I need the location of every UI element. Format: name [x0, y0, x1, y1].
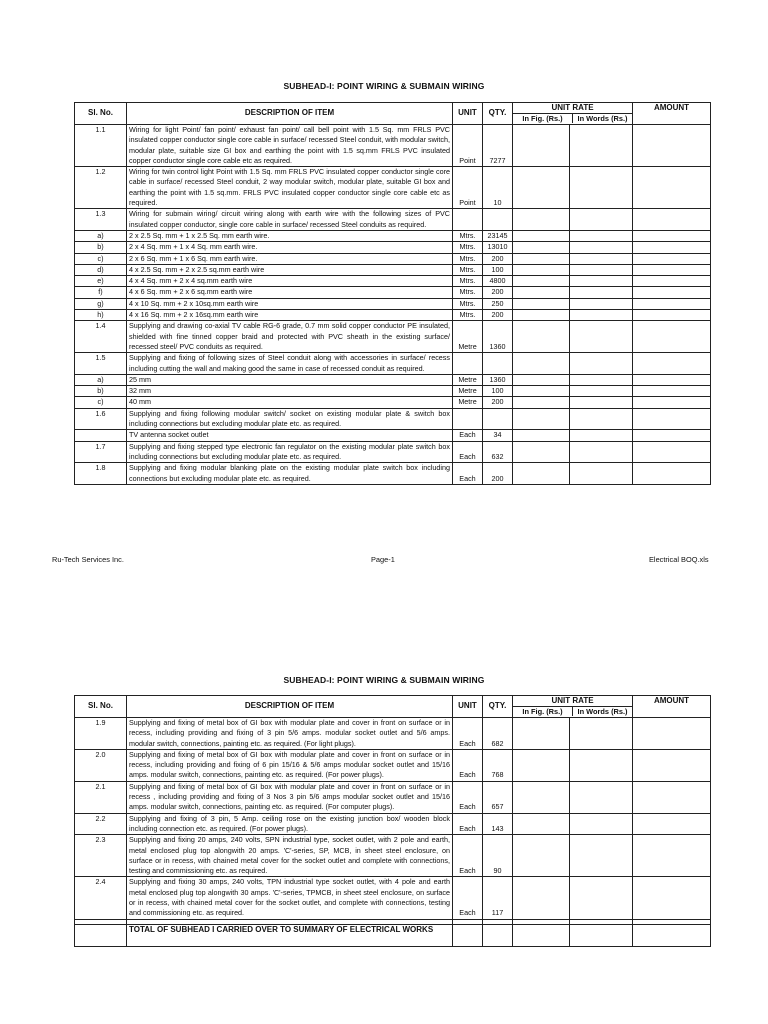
qty-cell: [483, 408, 513, 430]
rate-fig-cell: [513, 264, 570, 275]
qty-cell: 34: [483, 430, 513, 441]
rate-words-cell: [570, 408, 633, 430]
amount-cell: [633, 310, 711, 321]
amount-cell: [633, 353, 711, 375]
rate-words-cell: [570, 287, 633, 298]
unit-cell: Mtrs.: [453, 287, 483, 298]
rate-words-cell: [570, 718, 633, 750]
amount-cell: [633, 253, 711, 264]
unit-cell: Mtrs.: [453, 298, 483, 309]
rate-words-cell: [570, 430, 633, 441]
sl-cell: 1.1: [75, 125, 127, 167]
amount-cell: [633, 397, 711, 408]
rate-words-cell: [570, 397, 633, 408]
amount-cell: [633, 877, 711, 919]
amount-cell: [633, 230, 711, 241]
description-cell: Supplying and fixing 30 amps, 240 volts, TPN industrial type socket outlet, with 4 pole and earth metal enclosed plug top alongwith 30 amps. 'C'-series, TPMCB, in sheet steel enclosure, on surface or in recess, with chained metal cover for the socket outlet, and complete with connections, testing and commissioning etc. as required.: [127, 877, 453, 919]
unit-cell: Each: [453, 441, 483, 463]
unit-cell: Point: [453, 125, 483, 167]
rate-words-cell: [570, 781, 633, 813]
rate-words-cell: [570, 441, 633, 463]
sl-cell: 2.2: [75, 813, 127, 835]
qty-cell: 4800: [483, 276, 513, 287]
unit-cell: Each: [453, 877, 483, 919]
amount-cell: [633, 264, 711, 275]
description-cell: 4 x 2.5 Sq. mm + 2 x 2.5 sq.mm earth wire: [127, 264, 453, 275]
qty-cell: 200: [483, 397, 513, 408]
rate-fig-cell: [513, 781, 570, 813]
table-row: [75, 125, 711, 167]
table-row: [75, 749, 711, 781]
header-unit-rate: [513, 103, 633, 125]
table-row: [75, 718, 711, 750]
sl-cell: 1.6: [75, 408, 127, 430]
table-row: [75, 877, 711, 919]
header-in-words: In Words (Rs.): [577, 114, 628, 123]
unit-cell: Each: [453, 463, 483, 485]
qty-cell: 1360: [483, 374, 513, 385]
unit-cell: Mtrs.: [453, 242, 483, 253]
unit-cell: Each: [453, 718, 483, 750]
rate-fig-cell: [513, 408, 570, 430]
rate-words-cell: [570, 835, 633, 877]
rate-fig-cell: [513, 353, 570, 375]
description-cell: 40 mm: [127, 397, 453, 408]
page2-subhead-title: SUBHEAD-I: POINT WIRING & SUBMAIN WIRING: [283, 675, 485, 685]
rate-words-cell: [570, 310, 633, 321]
header-sl-no: Sl. No.: [75, 696, 127, 718]
sl-cell: d): [75, 264, 127, 275]
qty-cell: 250: [483, 298, 513, 309]
description-cell: 4 x 6 Sq. mm + 2 x 6 sq.mm earth wire: [127, 287, 453, 298]
qty-cell: 200: [483, 287, 513, 298]
sl-cell: 2.0: [75, 749, 127, 781]
qty-cell: [483, 209, 513, 231]
total-cell: [75, 924, 127, 946]
table-row: [75, 397, 711, 408]
rate-fig-cell: [513, 125, 570, 167]
qty-cell: 632: [483, 441, 513, 463]
header-qty: QTY.: [483, 696, 513, 718]
sl-cell: 2.1: [75, 781, 127, 813]
amount-cell: [633, 441, 711, 463]
table-row: [75, 321, 711, 353]
rate-fig-cell: [513, 310, 570, 321]
rate-fig-cell: [513, 835, 570, 877]
table-row: [75, 386, 711, 397]
qty-cell: 200: [483, 253, 513, 264]
unit-cell: Mtrs.: [453, 230, 483, 241]
sl-cell: f): [75, 287, 127, 298]
sl-cell: 1.3: [75, 209, 127, 231]
sl-cell: c): [75, 397, 127, 408]
qty-cell: 23145: [483, 230, 513, 241]
header-in-fig: In Fig. (Rs.): [513, 114, 573, 123]
table-row: [75, 310, 711, 321]
rate-fig-cell: [513, 430, 570, 441]
amount-cell: [633, 749, 711, 781]
rate-fig-cell: [513, 167, 570, 209]
table-row: [75, 441, 711, 463]
rate-words-cell: [570, 125, 633, 167]
rate-words-cell: [570, 253, 633, 264]
rate-words-cell: [570, 264, 633, 275]
amount-cell: [633, 386, 711, 397]
amount-cell: [633, 430, 711, 441]
sl-cell: 2.3: [75, 835, 127, 877]
amount-cell: [633, 298, 711, 309]
table-row: [75, 430, 711, 441]
table-row: [75, 287, 711, 298]
amount-cell: [633, 781, 711, 813]
sl-cell: 1.5: [75, 353, 127, 375]
table-row: [75, 353, 711, 375]
unit-cell: Each: [453, 430, 483, 441]
sl-cell: c): [75, 253, 127, 264]
rate-words-cell: [570, 321, 633, 353]
unit-cell: Each: [453, 813, 483, 835]
rate-fig-cell: [513, 209, 570, 231]
page1-subhead-title: SUBHEAD-I: POINT WIRING & SUBMAIN WIRING: [283, 81, 485, 91]
description-cell: Wiring for submain wiring/ circuit wiring along with earth wire with the following sizes of PVC insulated copper conductor, single core cable in surface/ recessed Steel conduits as required.: [127, 209, 453, 231]
amount-cell: [633, 813, 711, 835]
total-cell: [513, 924, 570, 946]
description-cell: Supplying and fixing modular blanking plate on the existing modular plate switch box including connections but excluding modular plate etc. as required.: [127, 463, 453, 485]
description-cell: Supplying and fixing of metal box of GI box with modular plate and cover in front on surface or in recess, including providing and fixing of 3 pin 5/6 amps. modular socket outlet and 5/6 amps. modular switch, connections, painting etc. as required. (For light plugs).: [127, 718, 453, 750]
qty-cell: 1360: [483, 321, 513, 353]
rate-words-cell: [570, 167, 633, 209]
description-cell: Supplying and fixing of 3 pin, 5 Amp. ceiling rose on the existing junction box/ wooden block including connection etc. as required. (For power plugs).: [127, 813, 453, 835]
sl-cell: h): [75, 310, 127, 321]
unit-cell: Each: [453, 749, 483, 781]
amount-cell: [633, 125, 711, 167]
rate-fig-cell: [513, 287, 570, 298]
unit-cell: Metre: [453, 321, 483, 353]
sl-cell: a): [75, 230, 127, 241]
total-cell: [453, 924, 483, 946]
rate-words-cell: [570, 813, 633, 835]
rate-fig-cell: [513, 441, 570, 463]
description-cell: 4 x 16 Sq. mm + 2 x 16sq.mm earth wire: [127, 310, 453, 321]
unit-cell: Each: [453, 835, 483, 877]
sl-cell: a): [75, 374, 127, 385]
table-row: [75, 242, 711, 253]
description-cell: Supplying and fixing following modular switch/ socket on existing modular plate & switch box including connections but excluding modular plate etc. as required.: [127, 408, 453, 430]
rate-fig-cell: [513, 276, 570, 287]
rate-fig-cell: [513, 298, 570, 309]
rate-words-cell: [570, 242, 633, 253]
unit-cell: [453, 353, 483, 375]
description-cell: 25 mm: [127, 374, 453, 385]
rate-fig-cell: [513, 718, 570, 750]
sl-cell: 1.7: [75, 441, 127, 463]
rate-fig-cell: [513, 749, 570, 781]
amount-cell: [633, 209, 711, 231]
amount-cell: [633, 718, 711, 750]
amount-cell: [633, 374, 711, 385]
sl-cell: 1.4: [75, 321, 127, 353]
rate-fig-cell: [513, 253, 570, 264]
description-cell: TV antenna socket outlet: [127, 430, 453, 441]
rate-fig-cell: [513, 230, 570, 241]
qty-cell: 657: [483, 781, 513, 813]
sl-cell: [75, 430, 127, 441]
unit-cell: Metre: [453, 397, 483, 408]
amount-cell: [633, 321, 711, 353]
qty-cell: 117: [483, 877, 513, 919]
sl-cell: 1.8: [75, 463, 127, 485]
rate-fig-cell: [513, 242, 570, 253]
page2-boq-table: [74, 695, 711, 947]
header-amount: AMOUNT: [633, 696, 711, 718]
amount-cell: [633, 287, 711, 298]
total-cell: [483, 924, 513, 946]
qty-cell: 10: [483, 167, 513, 209]
header-unit-rate-label: UNIT RATE: [513, 103, 632, 114]
table-row: [75, 298, 711, 309]
header-in-words: In Words (Rs.): [577, 707, 628, 716]
amount-cell: [633, 835, 711, 877]
total-cell: [633, 924, 711, 946]
amount-cell: [633, 408, 711, 430]
rate-fig-cell: [513, 397, 570, 408]
unit-cell: Point: [453, 167, 483, 209]
amount-cell: [633, 242, 711, 253]
description-cell: 32 mm: [127, 386, 453, 397]
footer-file: Electrical BOQ.xls: [649, 555, 709, 564]
header-description: DESCRIPTION OF ITEM: [127, 696, 453, 718]
qty-cell: 100: [483, 386, 513, 397]
sl-cell: 1.2: [75, 167, 127, 209]
unit-cell: Metre: [453, 374, 483, 385]
amount-cell: [633, 167, 711, 209]
header-unit-rate: [513, 696, 633, 718]
sl-cell: b): [75, 242, 127, 253]
description-cell: 2 x 4 Sq. mm + 1 x 4 Sq. mm earth wire.: [127, 242, 453, 253]
description-cell: Wiring for twin control light Point with 1.5 Sq. mm FRLS PVC insulated copper conductor single core cable in surface/ recessed Steel conduit, 2 way modular switch, modular plate, suitable GI box and earthing the point with 1.5 sq.mm. FRLS PVC insulated copper conductor single core cable etc as required.: [127, 167, 453, 209]
header-sl-no: Sl. No.: [75, 103, 127, 125]
qty-cell: 90: [483, 835, 513, 877]
sl-cell: e): [75, 276, 127, 287]
header-unit: UNIT: [453, 696, 483, 718]
header-amount: AMOUNT: [633, 103, 711, 125]
rate-words-cell: [570, 298, 633, 309]
rate-words-cell: [570, 353, 633, 375]
rate-fig-cell: [513, 374, 570, 385]
total-cell: [570, 924, 633, 946]
sl-cell: 1.9: [75, 718, 127, 750]
table-row: [75, 408, 711, 430]
table-row: [75, 253, 711, 264]
rate-words-cell: [570, 877, 633, 919]
table-row: [75, 835, 711, 877]
unit-cell: Metre: [453, 386, 483, 397]
rate-words-cell: [570, 230, 633, 241]
footer-page: Page-1: [371, 555, 395, 564]
description-cell: 2 x 2.5 Sq. mm + 1 x 2.5 Sq. mm earth wire.: [127, 230, 453, 241]
description-cell: Wiring for light Point/ fan point/ exhaust fan point/ call bell point with 1.5 Sq. mm FRLS PVC insulated copper conductor single core cable in surface/ recessed Steel conduit, with modular switch, modular plate, suitable size GI box and earthing the point with 1.5 sq.mm FRLS PVC insulated copper conductor single core cable etc as required.: [127, 125, 453, 167]
unit-cell: Mtrs.: [453, 310, 483, 321]
rate-words-cell: [570, 374, 633, 385]
table-row: [75, 781, 711, 813]
qty-cell: 682: [483, 718, 513, 750]
rate-words-cell: [570, 749, 633, 781]
qty-cell: 7277: [483, 125, 513, 167]
rate-words-cell: [570, 209, 633, 231]
header-unit-rate-label: UNIT RATE: [513, 696, 632, 707]
qty-cell: 143: [483, 813, 513, 835]
description-cell: Supplying and fixing of metal box of GI box with modular plate and cover in front on surface or in recess, including providing and fixing of 6 pin 15/16 & 5/6 amps modular socket outlet and 15/16 amps. modular switch, connections, painting etc. as required. (For power plugs).: [127, 749, 453, 781]
amount-cell: [633, 463, 711, 485]
description-cell: 4 x 4 Sq. mm + 2 x 4 sq.mm earth wire: [127, 276, 453, 287]
header-unit: UNIT: [453, 103, 483, 125]
table-row: [75, 463, 711, 485]
amount-cell: [633, 276, 711, 287]
rate-fig-cell: [513, 813, 570, 835]
page1-boq-table: [74, 102, 711, 485]
rate-fig-cell: [513, 877, 570, 919]
header-description: DESCRIPTION OF ITEM: [127, 103, 453, 125]
footer-company: Ru-Tech Services Inc.: [52, 555, 124, 564]
table-row: [75, 167, 711, 209]
table-row: [75, 230, 711, 241]
description-cell: Supplying and fixing of metal box of GI box with modular plate and cover in front on surface or in recess , including providing and fixing of 3 Nos 3 pin 5/6 amps modular socket outlet and 15/16 amps. modular switch, connections, painting etc. as required. (For computer plugs).: [127, 781, 453, 813]
table-row: [75, 374, 711, 385]
total-row: [75, 924, 711, 946]
table-row: [75, 813, 711, 835]
rate-words-cell: [570, 386, 633, 397]
rate-words-cell: [570, 276, 633, 287]
unit-cell: [453, 209, 483, 231]
table-row: [75, 209, 711, 231]
table-row: [75, 264, 711, 275]
qty-cell: 768: [483, 749, 513, 781]
qty-cell: 100: [483, 264, 513, 275]
rate-fig-cell: [513, 463, 570, 485]
header-qty: QTY.: [483, 103, 513, 125]
unit-cell: Mtrs.: [453, 264, 483, 275]
unit-cell: [453, 408, 483, 430]
rate-fig-cell: [513, 321, 570, 353]
header-in-fig: In Fig. (Rs.): [513, 707, 573, 716]
unit-cell: Mtrs.: [453, 253, 483, 264]
qty-cell: [483, 353, 513, 375]
qty-cell: 200: [483, 463, 513, 485]
description-cell: 2 x 6 Sq. mm + 1 x 6 Sq. mm earth wire.: [127, 253, 453, 264]
sl-cell: g): [75, 298, 127, 309]
sl-cell: b): [75, 386, 127, 397]
table-row: [75, 276, 711, 287]
unit-cell: Each: [453, 781, 483, 813]
total-label: TOTAL OF SUBHEAD I CARRIED OVER TO SUMMARY OF ELECTRICAL WORKS: [127, 924, 453, 946]
description-cell: Supplying and fixing 20 amps, 240 volts, SPN industrial type, socket outlet, with 2 pole and earth, metal enclosed plug top alongwith 20 amps. 'C'-series, SP, MCB, in sheet steel enclosure, on surface or in recess, with chained metal cover for the socket outlet and complete with connections, testing and commissioning etc. as required.: [127, 835, 453, 877]
rate-fig-cell: [513, 386, 570, 397]
description-cell: Supplying and fixing of following sizes of Steel conduit along with accessories in surface/ recess including cutting the wall and making good the same in case of recessed conduit as required.: [127, 353, 453, 375]
description-cell: 4 x 10 Sq. mm + 2 x 10sq.mm earth wire: [127, 298, 453, 309]
description-cell: Supplying and drawing co-axial TV cable RG-6 grade, 0.7 mm solid copper conductor PE insulated, shielded with fine tinned copper braid and protected with PVC sheath in the existing surface/ recessed steel/ PVC conduits as required.: [127, 321, 453, 353]
sl-cell: 2.4: [75, 877, 127, 919]
unit-cell: Mtrs.: [453, 276, 483, 287]
description-cell: Supplying and fixing stepped type electronic fan regulator on the existing modular plate switch box including connections but excluding modular plate etc. as required.: [127, 441, 453, 463]
qty-cell: 200: [483, 310, 513, 321]
rate-words-cell: [570, 463, 633, 485]
qty-cell: 13010: [483, 242, 513, 253]
